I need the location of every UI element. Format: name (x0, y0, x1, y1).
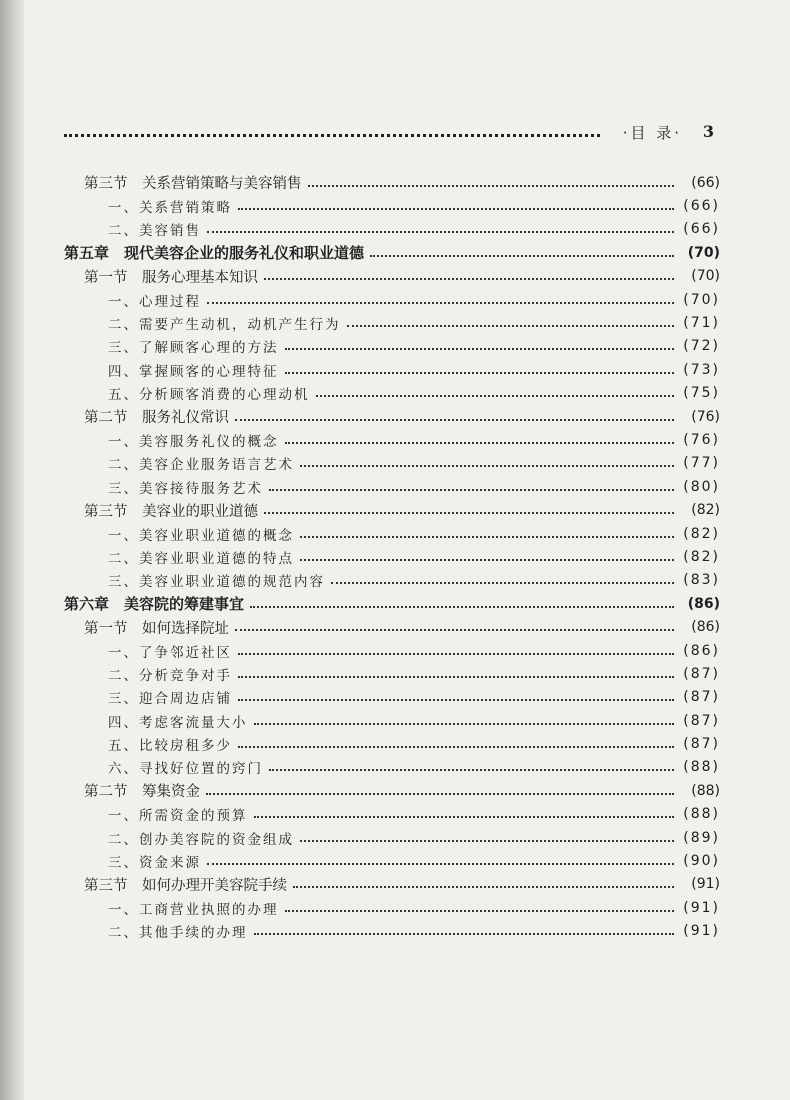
toc-item-entry (64, 732, 720, 755)
toc-entry-page: (88) (683, 759, 720, 776)
toc-dot-leader (235, 419, 674, 421)
toc-entry-title: 四、考虑客流量大小 (108, 714, 248, 731)
toc-entry-title: 第五章 现代美容企业的服务礼仪和职业道德 (64, 244, 365, 263)
toc-entry-title: 三、资金来源 (108, 855, 201, 872)
toc-item-entry (64, 452, 720, 475)
toc-entry-title: 第一节 服务心理基本知识 (84, 269, 258, 286)
toc-entry-title: 一、心理过程 (108, 293, 201, 310)
toc-entry-page: (66) (691, 174, 720, 191)
toc-entry-page: (77) (683, 455, 720, 472)
toc-entry-page: (86) (691, 619, 720, 636)
toc-entry-page: (89) (683, 829, 720, 846)
toc-dot-leader (300, 559, 674, 561)
toc-item-entry (64, 218, 720, 241)
toc-entry-page: (71) (683, 315, 720, 332)
toc-section-entry (64, 779, 720, 802)
toc-entry-page: (88) (691, 782, 720, 799)
toc-item-entry (64, 475, 720, 498)
toc-entry-title: 一、关系营销策略 (108, 200, 232, 217)
toc-entry-page: (75) (683, 385, 720, 402)
toc-entry-page: (73) (683, 361, 720, 378)
toc-item-entry (64, 826, 720, 849)
toc-entry-title: 二、美容业职业道德的特点 (108, 550, 294, 567)
toc-dot-leader (238, 699, 674, 701)
toc-entry-page: (88) (683, 806, 720, 823)
toc-item-entry (64, 639, 720, 662)
toc-entry-title: 一、美容业职业道德的概念 (108, 527, 294, 544)
toc-dot-leader (285, 910, 675, 912)
toc-entry-title: 第一节 如何选择院址 (84, 620, 229, 637)
toc-dot-leader (300, 465, 674, 467)
toc-dot-leader (370, 255, 674, 257)
toc-item-entry (64, 335, 720, 358)
running-header (64, 122, 720, 142)
toc-entry-page: (76) (683, 431, 720, 448)
toc-dot-leader (285, 372, 675, 374)
toc-item-entry (64, 686, 720, 709)
toc-dot-leader (207, 231, 674, 233)
toc-entry-page: (72) (683, 338, 720, 355)
toc-entry-page: (86) (683, 642, 720, 659)
toc-entry-page: (66) (683, 198, 720, 215)
toc-entry-page: (87) (683, 689, 720, 706)
toc-entry-page: (91) (691, 876, 720, 893)
toc-entry-page: (87) (683, 665, 720, 682)
page-number: 3 (702, 122, 714, 141)
toc-dot-leader (206, 793, 674, 795)
toc-entry-title: 三、美容业职业道德的规范内容 (108, 574, 325, 591)
toc-dot-leader (300, 840, 674, 842)
toc-entry-page: (83) (683, 572, 720, 589)
toc-dot-leader (207, 863, 674, 865)
toc-chapter-entry (64, 592, 720, 615)
table-of-contents (64, 171, 720, 943)
toc-dot-leader (269, 489, 674, 491)
toc-entry-title: 五、分析顾客消费的心理动机 (108, 387, 310, 404)
toc-dot-leader (250, 606, 674, 608)
toc-dot-leader (316, 395, 675, 397)
toc-section-entry (64, 615, 720, 638)
toc-item-entry (64, 662, 720, 685)
toc-entry-title: 第六章 美容院的筹建事宜 (64, 595, 245, 614)
toc-entry-page: (91) (683, 923, 720, 940)
toc-section-entry (64, 405, 720, 428)
toc-item-entry (64, 709, 720, 732)
toc-entry-title: 二、美容销售 (108, 223, 201, 240)
toc-dot-leader (269, 769, 674, 771)
toc-entry-title: 一、所需资金的预算 (108, 808, 248, 825)
toc-dot-leader (264, 512, 674, 514)
toc-entry-page: (76) (691, 408, 720, 425)
toc-dot-leader (238, 746, 674, 748)
toc-dot-leader (293, 886, 674, 888)
toc-dot-leader (238, 653, 674, 655)
toc-entry-title: 二、创办美容院的资金组成 (108, 831, 294, 848)
toc-section-entry (64, 498, 720, 521)
toc-entry-page: (87) (683, 712, 720, 729)
toc-entry-title: 四、掌握顾客的心理特征 (108, 363, 279, 380)
toc-dot-leader (285, 348, 675, 350)
toc-entry-title: 第二节 服务礼仪常识 (84, 410, 229, 427)
toc-item-entry (64, 896, 720, 919)
toc-entry-page: (66) (683, 221, 720, 238)
toc-entry-title: 三、美容接待服务艺术 (108, 480, 263, 497)
toc-entry-page: (86) (687, 595, 720, 612)
toc-entry-title: 二、其他手续的办理 (108, 925, 248, 942)
toc-section-entry (64, 171, 720, 194)
toc-entry-title: 六、寻找好位置的窍门 (108, 761, 263, 778)
toc-entry-title: 一、了争邻近社区 (108, 644, 232, 661)
toc-dot-leader (254, 816, 675, 818)
toc-entry-title: 第二节 筹集资金 (84, 784, 200, 801)
toc-entry-page: (90) (683, 853, 720, 870)
toc-entry-title: 五、比较房租多少 (108, 738, 232, 755)
toc-section-entry (64, 873, 720, 896)
toc-chapter-entry (64, 241, 720, 264)
toc-entry-page: (70) (687, 244, 720, 261)
header-section-label: ·目 录· (622, 124, 682, 142)
toc-entry-title: 二、需要产生动机，动机产生行为 (108, 317, 341, 334)
toc-section-entry (64, 265, 720, 288)
toc-item-entry (64, 545, 720, 568)
toc-entry-page: (87) (683, 736, 720, 753)
toc-item-entry (64, 288, 720, 311)
toc-dot-leader (300, 536, 674, 538)
toc-item-entry (64, 382, 720, 405)
toc-dot-leader (235, 629, 674, 631)
toc-item-entry (64, 428, 720, 451)
toc-entry-page: (80) (683, 478, 720, 495)
toc-dot-leader (285, 442, 675, 444)
toc-entry-page: (82) (683, 548, 720, 565)
toc-entry-title: 第三节 关系营销策略与美容销售 (84, 176, 302, 193)
header-dotted-rule (64, 134, 600, 137)
toc-entry-page: (70) (691, 268, 720, 285)
toc-item-entry (64, 920, 720, 943)
toc-entry-title: 一、美容服务礼仪的概念 (108, 433, 279, 450)
toc-dot-leader (238, 676, 674, 678)
toc-item-entry (64, 358, 720, 381)
toc-entry-page: (82) (691, 502, 720, 519)
toc-entry-title: 一、工商营业执照的办理 (108, 901, 279, 918)
toc-item-entry (64, 849, 720, 872)
toc-item-entry (64, 522, 720, 545)
book-spine-shadow (0, 0, 24, 1100)
toc-dot-leader (254, 933, 675, 935)
toc-item-entry (64, 803, 720, 826)
toc-entry-title: 第三节 美容业的职业道德 (84, 503, 258, 520)
toc-entry-title: 二、美容企业服务语言艺术 (108, 457, 294, 474)
toc-item-entry (64, 311, 720, 334)
toc-item-entry (64, 756, 720, 779)
toc-entry-title: 三、了解顾客心理的方法 (108, 340, 279, 357)
toc-entry-page: (82) (683, 525, 720, 542)
toc-dot-leader (238, 208, 674, 210)
toc-item-entry (64, 569, 720, 592)
toc-dot-leader (347, 325, 675, 327)
toc-entry-page: (91) (683, 899, 720, 916)
toc-dot-leader (254, 723, 675, 725)
toc-entry-title: 第三节 如何办理开美容院手续 (84, 877, 287, 894)
toc-dot-leader (308, 185, 675, 187)
toc-entry-page: (70) (683, 291, 720, 308)
toc-dot-leader (207, 302, 674, 304)
toc-item-entry (64, 194, 720, 217)
toc-dot-leader (264, 278, 674, 280)
toc-dot-leader (331, 582, 674, 584)
toc-entry-title: 二、分析竞争对手 (108, 667, 232, 684)
toc-entry-title: 三、迎合周边店铺 (108, 691, 232, 708)
